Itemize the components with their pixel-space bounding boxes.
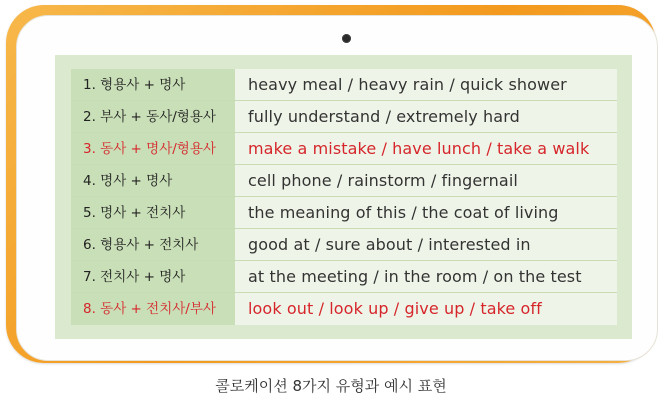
collocation-example: cell phone / rainstorm / fingernail bbox=[235, 165, 617, 196]
tablet-bezel bbox=[16, 15, 658, 361]
collocation-example: fully understand / extremely hard bbox=[235, 101, 617, 132]
collocation-type: 7. 전치사 + 명사 bbox=[71, 261, 235, 292]
table-row bbox=[71, 69, 617, 101]
table-row bbox=[71, 101, 617, 133]
tablet-frame bbox=[6, 5, 656, 363]
collocation-type: 1. 형용사 + 명사 bbox=[71, 69, 235, 100]
tablet-screen bbox=[55, 55, 632, 339]
collocation-type: 6. 형용사 + 전치사 bbox=[71, 229, 235, 260]
collocation-type: 8. 동사 + 전치사/부사 bbox=[71, 293, 235, 325]
table-row bbox=[71, 293, 617, 325]
collocation-example: at the meeting / in the room / on the test bbox=[235, 261, 617, 292]
collocation-example: look out / look up / give up / take off bbox=[235, 293, 617, 325]
collocation-type: 5. 명사 + 전치사 bbox=[71, 197, 235, 228]
collocation-type: 3. 동사 + 명사/형용사 bbox=[71, 133, 235, 164]
collocation-example: good at / sure about / interested in bbox=[235, 229, 617, 260]
collocation-example: heavy meal / heavy rain / quick shower bbox=[235, 69, 617, 100]
collocation-type: 4. 명사 + 명사 bbox=[71, 165, 235, 196]
camera-icon bbox=[342, 34, 351, 43]
collocation-type: 2. 부사 + 동사/형용사 bbox=[71, 101, 235, 132]
table-row bbox=[71, 165, 617, 197]
collocation-table bbox=[71, 69, 617, 325]
collocation-example: make a mistake / have lunch / take a walk bbox=[235, 133, 617, 164]
table-row bbox=[71, 197, 617, 229]
table-row bbox=[71, 229, 617, 261]
figure-caption: 콜로케이션 8가지 유형과 예시 표현 bbox=[215, 377, 447, 395]
table-row bbox=[71, 261, 617, 293]
collocation-example: the meaning of this / the coat of living bbox=[235, 197, 617, 228]
table-row bbox=[71, 133, 617, 165]
